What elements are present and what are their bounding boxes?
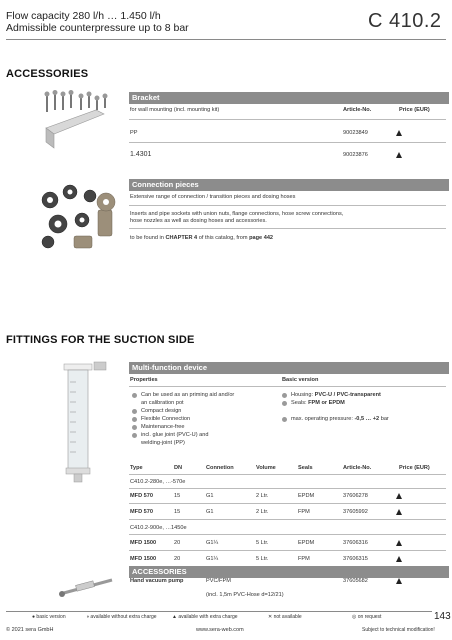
basic-seals-value: FPM or EPDM	[308, 400, 345, 406]
legend-on-request-text: on request	[357, 614, 382, 620]
legend-extra-charge-text: available with extra charge	[178, 614, 238, 620]
extra-charge-icon	[396, 540, 402, 546]
property-item: an calibration pot	[141, 400, 184, 406]
bullet-icon	[132, 425, 137, 430]
table-row-article: 37606316	[343, 540, 368, 546]
legend-basic-text: basic version	[36, 614, 66, 620]
product-code: C 410.2	[368, 10, 442, 32]
divider	[129, 503, 446, 504]
accessories-title: ACCESSORIES	[6, 68, 89, 80]
table-row-seals: FPM	[298, 556, 310, 562]
table-row-volume: 2 Ltr.	[256, 509, 269, 515]
divider	[129, 488, 446, 489]
bracket-row-steel-name: 1.4301	[130, 151, 152, 158]
copyright: © 2021 sera GmbH	[6, 627, 54, 633]
website-link[interactable]: www.sera-web.com	[196, 627, 244, 633]
bracket-row-steel-article: 90023876	[343, 152, 368, 158]
basic-version-icon: ●	[32, 614, 36, 620]
extra-charge-icon	[396, 509, 402, 515]
header-divider	[6, 39, 446, 40]
legend-not-available-text: not available	[273, 614, 302, 620]
table-row-article: 37606315	[343, 556, 368, 562]
bullet-icon	[132, 433, 137, 438]
divider	[129, 386, 446, 387]
bullet-icon	[132, 409, 137, 414]
table-row-dn: 20	[174, 540, 181, 546]
table-row-volume: 5 Ltr.	[256, 540, 269, 546]
legend-not-available	[268, 614, 302, 621]
pump-note: (incl. 1,5m PVC-Hose d=12/21)	[206, 592, 284, 598]
pump-material: PVC/FPM	[206, 578, 231, 584]
divider	[129, 534, 446, 535]
basic-pressure-label: max. operating pressure:	[291, 416, 355, 422]
extra-charge-icon	[396, 152, 402, 158]
table-row-seals: EPDM	[298, 540, 315, 546]
basic-pressure	[291, 416, 389, 423]
legend-basic	[32, 614, 66, 621]
page-link[interactable]: page 442	[249, 235, 274, 241]
basic-pressure-value: -0,5 … +2	[354, 416, 380, 422]
chapter-link[interactable]: CHAPTER 4	[165, 235, 198, 241]
multi-function-device-bar: Multi-function device	[129, 362, 449, 374]
chapter-reference-pre: to be found in	[130, 235, 166, 241]
bullet-icon	[132, 417, 137, 422]
property-item: Maintenance-free	[141, 424, 185, 430]
property-item: welding-joint (PP)	[141, 440, 185, 446]
table-row-seals: EPDM	[298, 493, 315, 499]
legend-no-charge-text: available without extra charge	[90, 614, 157, 620]
property-item: Can be used as an priming aid and/or	[141, 392, 235, 398]
hand-vacuum-pump-image	[58, 576, 116, 598]
col-dn: DN	[174, 465, 183, 471]
bracket-bar: Bracket	[129, 92, 449, 104]
table-row-type: MFD 1500	[130, 540, 157, 546]
fittings-accessories-bar: ACCESSORIES	[129, 566, 449, 578]
col-type: Type	[130, 465, 143, 471]
table-row-volume: 2 Ltr.	[256, 493, 269, 499]
connection-pieces-detail-1: Inserts and pipe sockets with union nuts, flange connections, hose screw connections,	[130, 211, 344, 217]
legend-extra-charge	[172, 614, 238, 621]
connection-pieces-bar: Connection pieces	[129, 179, 449, 191]
extra-charge-icon	[396, 556, 402, 562]
connection-pieces-image	[36, 180, 122, 252]
multi-function-device-image	[54, 360, 114, 484]
bracket-description: for wall mounting (incl. mounting kit)	[130, 107, 220, 113]
property-item: Compact design	[141, 408, 182, 414]
cross-icon: ✕	[268, 614, 273, 620]
bullet-icon	[282, 393, 287, 398]
divider	[129, 228, 446, 229]
half-circle-icon: ◑	[86, 614, 90, 620]
header-counterpressure: Admissible counterpressure up to 8 bar	[6, 22, 189, 34]
divider	[129, 519, 446, 520]
property-item: Flexible Connection	[141, 416, 191, 422]
divider	[129, 142, 446, 143]
header-flow-capacity: Flow capacity 280 l/h … 1.450 l/h	[6, 10, 161, 22]
basic-pressure-unit: bar	[379, 416, 389, 422]
fittings-title: FITTINGS FOR THE SUCTION SIDE	[6, 334, 195, 346]
divider	[129, 474, 446, 475]
chapter-reference-mid: of this catalog, from	[197, 235, 250, 241]
basic-housing-label: Housing:	[291, 392, 315, 398]
divider	[129, 119, 446, 120]
basic-seals	[291, 400, 345, 407]
bracket-row-pp-article: 90023849	[343, 130, 368, 136]
basic-housing-value: PVC-U / PVC-transparent	[314, 392, 381, 398]
property-item: incl. glue joint (PVC-U) and	[141, 432, 209, 438]
table-row-seals: FPM	[298, 509, 310, 515]
on-request-icon: ◎	[352, 614, 357, 620]
table-row-dn: 20	[174, 556, 181, 562]
table-row-connection: G1¼	[206, 556, 219, 562]
table-row-dn: 15	[174, 493, 181, 499]
pump-article: 37605682	[343, 578, 368, 584]
bracket-row-pp-name: PP	[130, 130, 138, 136]
col-price: Price (EUR)	[399, 465, 430, 471]
table-row-connection: G1	[206, 509, 214, 515]
table-row-connection: G1	[206, 493, 214, 499]
basic-housing	[291, 392, 381, 399]
bracket-article-header: Article-No.	[343, 107, 372, 113]
connection-pieces-detail-2: hose nozzles as well as dosing hoses and accessories.	[130, 218, 267, 224]
table-row-article: 37606278	[343, 493, 368, 499]
table-row-type: MFD 1500	[130, 556, 157, 562]
bracket-image	[36, 90, 116, 150]
page-number: 143	[434, 611, 451, 622]
footer-note: Subject to technical modification!	[362, 627, 435, 633]
bullet-icon	[132, 393, 137, 398]
extra-charge-icon	[396, 578, 402, 584]
table-row-article: 37605992	[343, 509, 368, 515]
col-article: Article-No.	[343, 465, 372, 471]
bracket-price-header: Price (EUR)	[399, 107, 430, 113]
table-row-dn: 15	[174, 509, 181, 515]
table-row-volume: 5 Ltr.	[256, 556, 269, 562]
table-row-type: MFD 570	[130, 509, 154, 515]
group-label-1: C410.2-280e, …-570e	[130, 479, 186, 485]
properties-title: Properties	[130, 377, 158, 383]
legend-no-charge	[86, 614, 157, 621]
divider	[129, 205, 446, 206]
group-label-2: C410.2-900e, …1450e	[130, 525, 187, 531]
basic-version-title: Basic version	[282, 377, 319, 383]
connection-pieces-summary: Extensive range of connection / transition pieces and dosing hoses	[130, 194, 296, 200]
divider	[129, 550, 446, 551]
pump-name: Hand vacuum pump	[130, 578, 184, 584]
triangle-icon: ▲	[172, 614, 177, 620]
bullet-icon	[282, 401, 287, 406]
extra-charge-icon	[396, 130, 402, 136]
extra-charge-icon	[396, 493, 402, 499]
col-seals: Seals	[298, 465, 313, 471]
col-connection: Connetion	[206, 465, 234, 471]
bullet-icon	[282, 417, 287, 422]
table-row-type: MFD 570	[130, 493, 154, 499]
chapter-reference	[130, 235, 273, 242]
basic-seals-label: Seals:	[291, 400, 309, 406]
legend-on-request	[352, 614, 381, 621]
footer-divider	[6, 611, 432, 612]
table-row-connection: G1¼	[206, 540, 219, 546]
col-volume: Volume	[256, 465, 276, 471]
